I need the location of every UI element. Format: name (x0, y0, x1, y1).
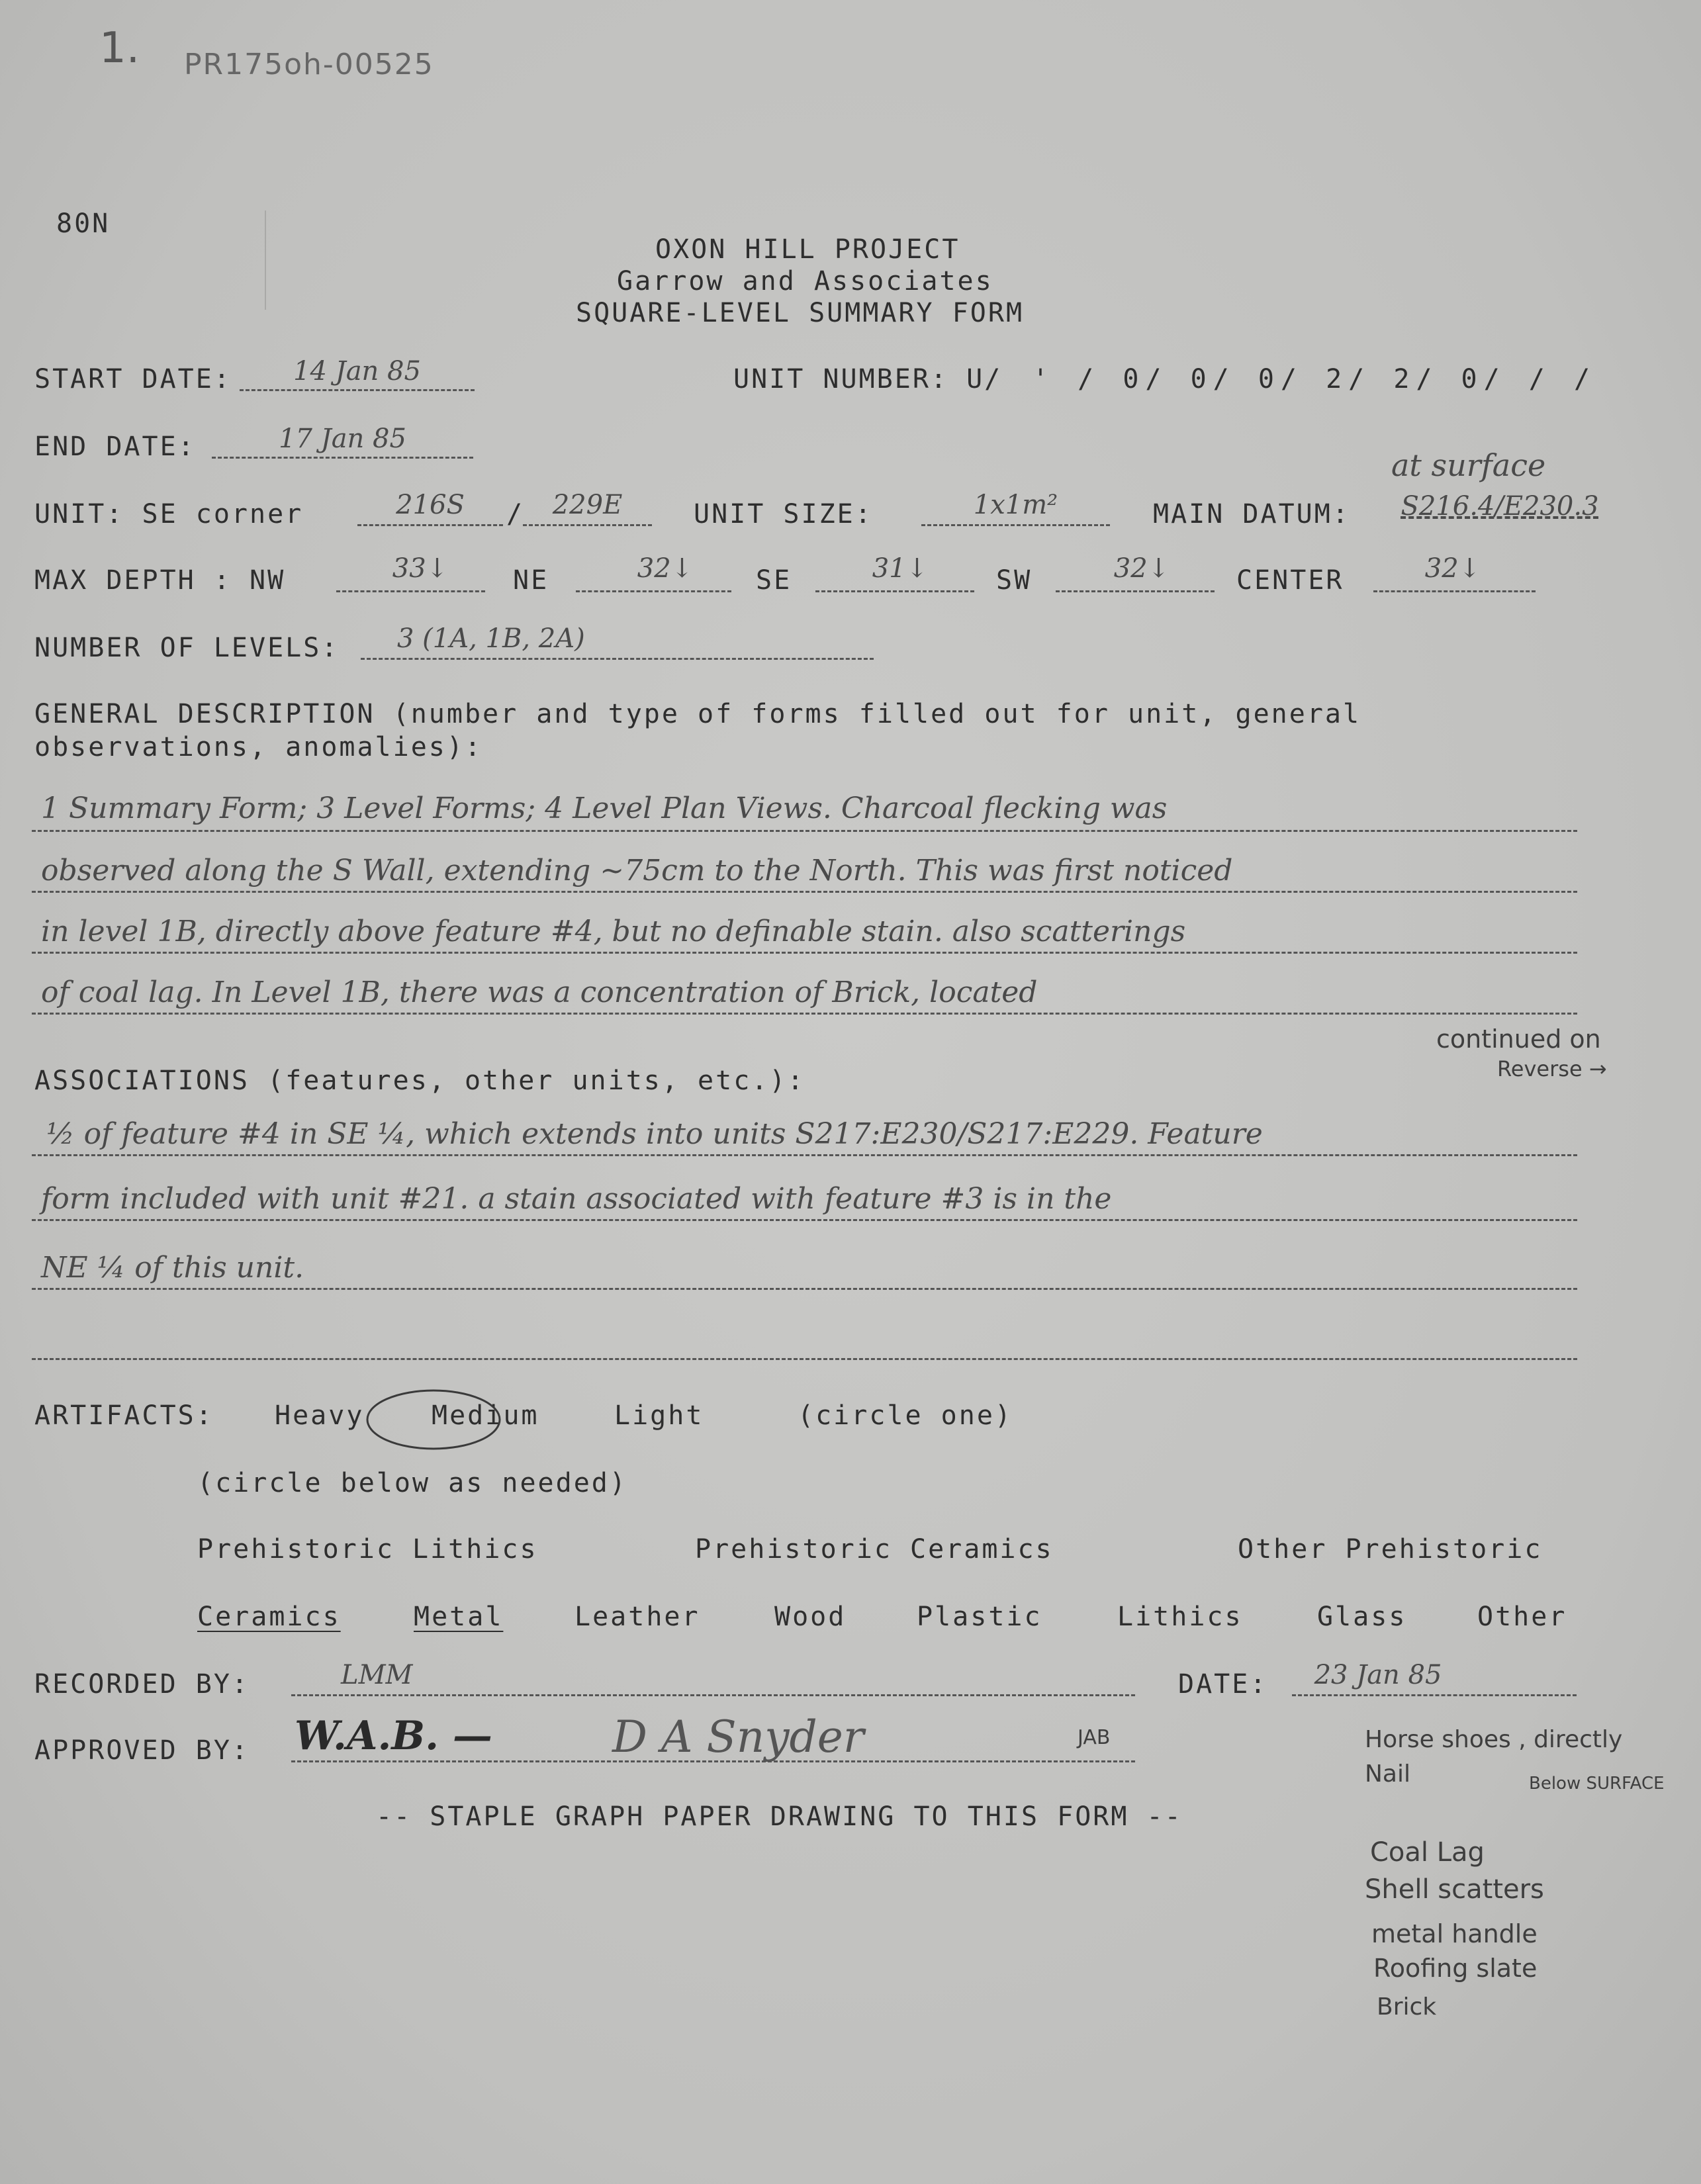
associations-label: ASSOCIATIONS (features, other units, etc.): (34, 1066, 805, 1096)
artifact-glass[interactable]: Glass (1317, 1602, 1407, 1632)
artifact-wood[interactable]: Wood (774, 1602, 847, 1632)
number-of-levels-label: NUMBER OF LEVELS: (34, 633, 340, 663)
page-number: 80N (56, 208, 111, 239)
date-field[interactable] (1292, 1694, 1577, 1696)
description-line-2[interactable]: observed along the S Wall, extending ~75cm to the North. This was first noticed (41, 854, 1233, 887)
firm-name: Garrow and Associates (617, 266, 993, 296)
artifact-metal[interactable]: Metal (414, 1602, 504, 1632)
margin-note-coal-lag: Coal Lag (1370, 1837, 1485, 1868)
associations-rule-3 (32, 1288, 1577, 1290)
depth-center-value: 32↓ (1424, 553, 1481, 584)
unit-size-label: UNIT SIZE: (694, 499, 873, 529)
depth-center-label: CENTER (1236, 565, 1344, 596)
continued-note-reverse: Reverse → (1497, 1056, 1607, 1081)
depth-nw-value: 33↓ (392, 553, 449, 584)
continued-note: continued on (1436, 1024, 1601, 1054)
depth-se-label: SE (756, 565, 792, 596)
unit-e-value: 229E (552, 490, 623, 520)
start-date-field[interactable] (240, 389, 475, 391)
artifacts-medium[interactable]: Medium (432, 1400, 539, 1431)
number-of-levels-field[interactable] (361, 658, 874, 660)
staple-note: -- STAPLE GRAPH PAPER DRAWING TO THIS FORM -- (376, 1801, 1183, 1832)
date-label: DATE: (1178, 1669, 1268, 1700)
unit-n-field[interactable] (357, 524, 503, 526)
max-depth-label: MAX DEPTH : NW (34, 565, 286, 596)
artifacts-circle-mark (361, 1383, 506, 1456)
unit-size-field[interactable] (921, 524, 1110, 526)
artifact-other-prehistoric[interactable]: Other Prehistoric (1238, 1534, 1543, 1565)
depth-ne-label: NE (513, 565, 549, 596)
start-date-label: START DATE: (34, 364, 232, 394)
depth-ne-field[interactable] (576, 590, 731, 592)
artifact-prehistoric-lithics[interactable]: Prehistoric Lithics (197, 1534, 538, 1565)
date-value: 23 Jan 85 (1314, 1660, 1442, 1690)
margin-note-horse-shoes: Horse shoes , directly (1365, 1726, 1623, 1753)
start-date-value: 14 Jan 85 (293, 356, 421, 387)
artifacts-label: ARTIFACTS: (34, 1400, 214, 1431)
artifact-other[interactable]: Other (1477, 1602, 1567, 1632)
unit-label: UNIT: SE corner (34, 499, 304, 529)
associations-line-3[interactable]: NE ¼ of this unit. (41, 1251, 304, 1285)
approved-by-signature-1: W.A.B. — (295, 1713, 492, 1759)
main-datum-value[interactable]: S216.4/E230.3 (1401, 491, 1599, 522)
artifact-leather[interactable]: Leather (575, 1602, 700, 1632)
approved-by-initials: JAB (1078, 1726, 1111, 1749)
unit-number-value[interactable]: ' / 0/ 0/ 0/ 2/ 2/ 0/ / / (1033, 364, 1597, 394)
general-description-label-2: observations, anomalies): (34, 732, 483, 762)
number-of-levels-value: 3 (1A, 1B, 2A) (397, 623, 585, 654)
general-description-label: GENERAL DESCRIPTION (number and type of forms filled out for unit, general (34, 699, 1361, 729)
description-rule-3 (32, 952, 1577, 954)
end-date-label: END DATE: (34, 432, 196, 462)
main-datum-note: at surface (1391, 447, 1546, 483)
margin-note-brick: Brick (1377, 1993, 1437, 2021)
depth-sw-label: SW (996, 565, 1033, 596)
associations-rule-4 (32, 1358, 1577, 1360)
margin-note-roofing-slate: Roofing slate (1373, 1954, 1538, 1983)
approved-by-signature-2: D A Snyder (612, 1711, 864, 1762)
circle-below-note: (circle below as needed) (197, 1468, 627, 1498)
associations-line-2[interactable]: form included with unit #21. a stain associated with feature #3 is in the (41, 1182, 1112, 1216)
end-date-field[interactable] (212, 457, 473, 459)
artifact-prehistoric-ceramics[interactable]: Prehistoric Ceramics (695, 1534, 1054, 1565)
unit-n-value: 216S (396, 490, 465, 520)
unit-size-value: 1x1m² (973, 490, 1058, 520)
description-line-1[interactable]: 1 Summary Form; 3 Level Forms; 4 Level Plan Views. Charcoal flecking was (41, 792, 1168, 825)
recorded-by-field[interactable] (291, 1694, 1135, 1696)
project-title: OXON HILL PROJECT (655, 234, 960, 265)
end-date-value: 17 Jan 85 (279, 424, 406, 454)
depth-se-value: 31↓ (872, 553, 929, 584)
description-line-3[interactable]: in level 1B, directly above feature #4, but no definable stain. also scatterings (41, 915, 1186, 948)
unit-e-field[interactable] (523, 524, 652, 526)
associations-line-1[interactable]: ½ of feature #4 in SE ¼, which extends into units S217:E230/S217:E229. Feature (46, 1117, 1263, 1151)
artifact-lithics[interactable]: Lithics (1117, 1602, 1243, 1632)
description-rule-1 (32, 830, 1577, 832)
unit-slash: / (506, 499, 525, 529)
depth-ne-value: 32↓ (637, 553, 694, 584)
unit-number-label: UNIT NUMBER: U/ (733, 364, 1003, 394)
main-datum-label: MAIN DATUM: (1153, 499, 1350, 529)
catalog-number: PR175oh-00525 (184, 48, 434, 81)
margin-note-metal-handle: metal handle (1371, 1919, 1538, 1948)
description-line-4[interactable]: of coal lag. In Level 1B, there was a concentration of Brick, located (41, 976, 1038, 1009)
artifacts-circle-one: (circle one) (798, 1400, 1013, 1431)
depth-sw-field[interactable] (1056, 590, 1215, 592)
depth-se-field[interactable] (815, 590, 974, 592)
form-title: SQUARE-LEVEL SUMMARY FORM (576, 298, 1025, 328)
depth-sw-value: 32↓ (1113, 553, 1170, 584)
artifact-ceramics[interactable]: Ceramics (197, 1602, 341, 1632)
artifacts-light[interactable]: Light (614, 1400, 704, 1431)
associations-rule-1 (32, 1154, 1577, 1156)
margin-note-below-surface: Below SURFACE (1529, 1774, 1665, 1794)
recorded-by-value: LMM (341, 1660, 413, 1690)
depth-center-field[interactable] (1373, 590, 1536, 592)
approved-by-label: APPROVED BY: (34, 1735, 250, 1766)
artifacts-heavy[interactable]: Heavy (275, 1400, 365, 1431)
artifact-plastic[interactable]: Plastic (917, 1602, 1042, 1632)
fold-crease (265, 210, 266, 310)
description-rule-4 (32, 1013, 1577, 1015)
associations-rule-2 (32, 1219, 1577, 1221)
recorded-by-label: RECORDED BY: (34, 1669, 250, 1700)
margin-note-nail: Nail (1365, 1760, 1410, 1788)
depth-nw-field[interactable] (336, 590, 485, 592)
description-rule-2 (32, 891, 1577, 893)
page-mark: 1. (99, 24, 140, 73)
margin-note-shell-scatters: Shell scatters (1365, 1874, 1544, 1905)
